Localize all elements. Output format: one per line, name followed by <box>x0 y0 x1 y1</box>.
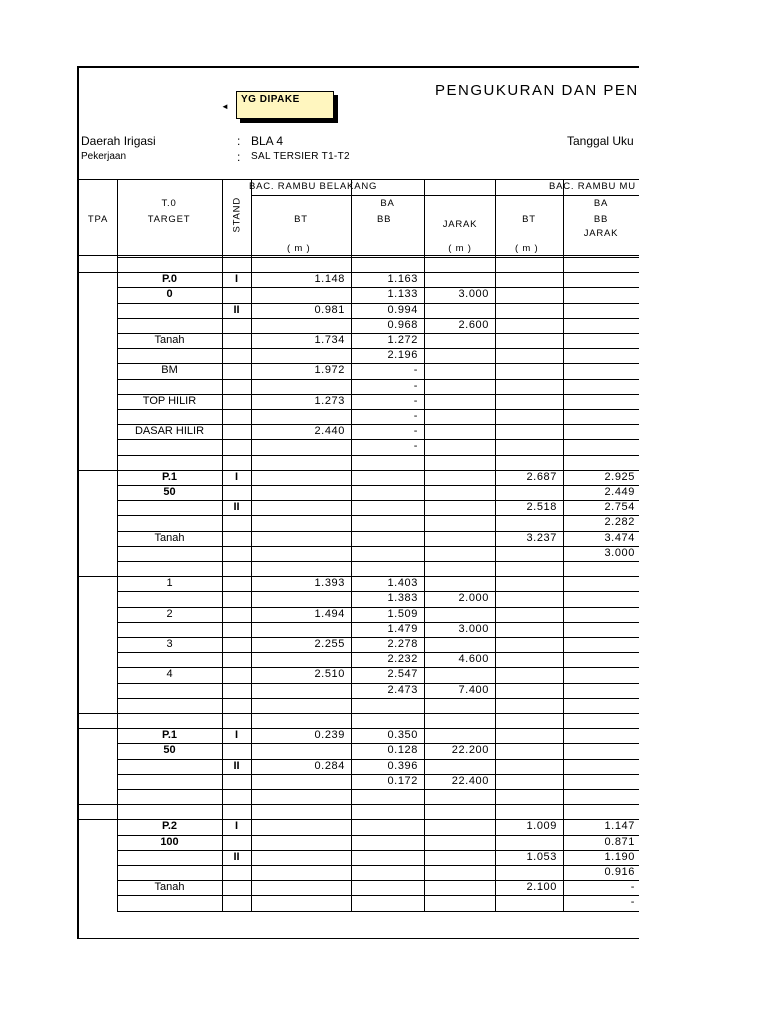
bt-belakang-cell: 1.273 <box>314 394 345 407</box>
ba-bb-belakang-cell: 1.272 <box>387 334 418 346</box>
ba-bb-belakang-cell: 1.133 <box>387 288 418 301</box>
row-rule <box>79 713 639 714</box>
bt-belakang-cell: 2.440 <box>314 425 345 438</box>
ba-bb-belakang-cell: - <box>413 440 418 453</box>
yg-dipake-callout <box>236 91 334 119</box>
daerah-value: BLA 4 <box>251 134 284 148</box>
bt-belakang-cell: 0.239 <box>314 729 345 742</box>
header-jarak-muka: JARAK <box>583 228 619 239</box>
bt-belakang-cell: 0.981 <box>314 303 345 316</box>
target-cell: 3 <box>166 638 173 650</box>
bt-muka-cell: 2.100 <box>526 881 557 894</box>
header-sub-rule <box>251 195 639 196</box>
ba-bb-belakang-cell: 2.473 <box>387 683 418 696</box>
column-rule <box>222 179 223 911</box>
jarak-belakang-cell: 7.400 <box>458 683 489 696</box>
bt-belakang-cell: 1.734 <box>314 334 345 346</box>
ba-bb-belakang-cell: 1.383 <box>387 592 418 605</box>
row-rule <box>117 257 639 258</box>
ba-bb-belakang-cell: 2.232 <box>387 653 418 666</box>
header-jarak-belakang: JARAK <box>442 219 478 230</box>
row-rule <box>117 698 639 699</box>
pekerjaan-colon: : <box>237 150 241 164</box>
target-cell: Tanah <box>154 881 185 894</box>
row-rule <box>117 515 639 516</box>
ba-bb-muka-cell: 2.449 <box>604 486 635 498</box>
jarak-belakang-cell: 4.600 <box>458 653 489 666</box>
target-cell: 4 <box>166 668 173 681</box>
ba-bb-muka-cell: 1.190 <box>604 850 635 863</box>
stand-cell: I <box>234 729 239 742</box>
header-bb-muka: BB <box>593 214 609 225</box>
ba-bb-muka-cell: 2.925 <box>604 470 635 483</box>
ba-bb-belakang-cell: - <box>413 379 418 392</box>
target-cell: P.0 <box>161 273 178 286</box>
ba-bb-muka-cell: - <box>630 896 635 909</box>
daerah-label: Daerah Irigasi <box>81 134 156 148</box>
ba-bb-belakang-cell: - <box>413 425 418 438</box>
target-cell: P.2 <box>161 820 178 833</box>
arrow-left-icon: ◄ <box>221 102 229 111</box>
header-bac-muka: BAC. RAMBU MU <box>549 181 636 192</box>
target-cell: 50 <box>163 486 176 498</box>
header-bt-belakang: BT <box>294 214 308 225</box>
target-cell: 2 <box>166 607 173 620</box>
header-target: TARGET <box>147 214 191 225</box>
jarak-belakang-cell: 22.400 <box>451 774 489 787</box>
jarak-belakang-cell: 3.000 <box>458 288 489 301</box>
page-title: PENGUKURAN DAN PEN <box>435 82 639 99</box>
target-cell: Tanah <box>154 334 185 346</box>
row-rule <box>117 546 639 547</box>
ba-bb-belakang-cell: 0.350 <box>387 729 418 742</box>
pekerjaan-value: SAL TERSIER T1-T2 <box>251 151 350 162</box>
header-stand: STAND <box>231 197 243 233</box>
ba-bb-muka-cell: 2.754 <box>604 501 635 514</box>
jarak-belakang-cell: 2.000 <box>458 592 489 605</box>
row-rule <box>117 561 639 562</box>
bt-belakang-cell: 1.393 <box>314 577 345 590</box>
daerah-colon: : <box>237 134 241 148</box>
row-rule <box>117 865 639 866</box>
target-cell: DASAR HILIR <box>134 425 205 438</box>
stand-cell: I <box>234 820 239 833</box>
target-cell: P.1 <box>161 729 178 742</box>
ba-bb-muka-cell: - <box>630 881 635 894</box>
ba-bb-muka-cell: 3.000 <box>604 546 635 559</box>
row-rule <box>117 455 639 456</box>
header-ba-muka: BA <box>593 198 609 209</box>
ba-bb-muka-cell: 3.474 <box>604 531 635 544</box>
header-bottom-rule <box>79 255 639 256</box>
stand-cell: II <box>233 850 240 863</box>
row-rule <box>117 911 639 912</box>
stand-cell: I <box>234 470 239 483</box>
header-top-rule <box>79 179 639 180</box>
stand-cell: II <box>233 501 240 514</box>
ba-bb-belakang-cell: 2.547 <box>387 668 418 681</box>
target-cell: P.1 <box>161 470 178 483</box>
bt-belakang-cell: 2.255 <box>314 638 345 650</box>
bt-muka-cell: 1.009 <box>526 820 557 833</box>
target-cell: 0 <box>166 288 173 301</box>
row-rule <box>117 789 639 790</box>
ba-bb-belakang-cell: 1.509 <box>387 607 418 620</box>
header-bt-muka: BT <box>522 214 536 225</box>
header-bac-belakang: BAC. RAMBU BELAKANG <box>249 181 378 192</box>
spreadsheet-page <box>77 66 639 939</box>
jarak-belakang-cell: 22.200 <box>451 744 489 757</box>
ba-bb-belakang-cell: 2.278 <box>387 638 418 650</box>
stand-cell: I <box>234 273 239 286</box>
header-bb-belakang: BB <box>377 214 392 225</box>
bt-muka-cell: 1.053 <box>526 850 557 863</box>
ba-bb-muka-cell: 0.871 <box>604 835 635 848</box>
jarak-belakang-cell: 3.000 <box>458 622 489 635</box>
ba-bb-belakang-cell: - <box>413 394 418 407</box>
bt-belakang-cell: 1.148 <box>314 273 345 286</box>
header-unit-jarak: ( m ) <box>448 243 472 254</box>
target-cell: 1 <box>166 577 173 590</box>
ba-bb-belakang-cell: 2.196 <box>387 349 418 362</box>
ba-bb-belakang-cell: 0.968 <box>387 318 418 331</box>
jarak-belakang-cell: 2.600 <box>458 318 489 331</box>
header-tpa: TPA <box>87 214 109 225</box>
row-rule <box>117 850 639 851</box>
target-cell: 100 <box>160 835 179 848</box>
pekerjaan-label: Pekerjaan <box>81 151 127 162</box>
bt-belakang-cell: 0.284 <box>314 759 345 772</box>
header-ba-belakang: BA <box>380 198 395 209</box>
ba-bb-muka-cell: 1.147 <box>604 820 635 833</box>
tanggal-label: Tanggal Uku <box>567 134 634 148</box>
ba-bb-muka-cell: 0.916 <box>604 866 635 878</box>
target-cell: BM <box>161 364 178 377</box>
ba-bb-muka-cell: 2.282 <box>604 516 635 529</box>
target-cell: Tanah <box>154 531 185 544</box>
ba-bb-belakang-cell: 0.128 <box>387 744 418 757</box>
bt-belakang-cell: 1.972 <box>314 364 345 377</box>
column-rule <box>251 179 252 911</box>
ba-bb-belakang-cell: 1.403 <box>387 577 418 590</box>
row-rule <box>117 895 639 896</box>
ba-bb-belakang-cell: 0.994 <box>387 303 418 316</box>
bt-muka-cell: 2.687 <box>526 470 557 483</box>
header-unit-bt: ( m ) <box>287 243 311 254</box>
stand-cell: II <box>233 759 240 772</box>
bt-muka-cell: 2.518 <box>526 501 557 514</box>
row-rule <box>117 500 639 501</box>
row-rule <box>79 804 639 805</box>
callout-label: YG DIPAKE <box>241 94 300 105</box>
bt-belakang-cell: 2.510 <box>314 668 345 681</box>
header-unit-bt-muka: ( m ) <box>515 243 539 254</box>
bt-muka-cell: 3.237 <box>526 531 557 544</box>
stand-cell: II <box>233 303 240 316</box>
bt-belakang-cell: 1.494 <box>314 607 345 620</box>
target-cell: TOP HILIR <box>142 394 197 407</box>
ba-bb-belakang-cell: - <box>413 364 418 377</box>
ba-bb-belakang-cell: 1.479 <box>387 622 418 635</box>
ba-bb-belakang-cell: 1.163 <box>387 273 418 286</box>
ba-bb-belakang-cell: 0.172 <box>387 774 418 787</box>
header-t0: T.0 <box>161 198 177 209</box>
ba-bb-belakang-cell: 0.396 <box>387 759 418 772</box>
ba-bb-belakang-cell: - <box>413 410 418 422</box>
target-cell: 50 <box>163 744 176 757</box>
